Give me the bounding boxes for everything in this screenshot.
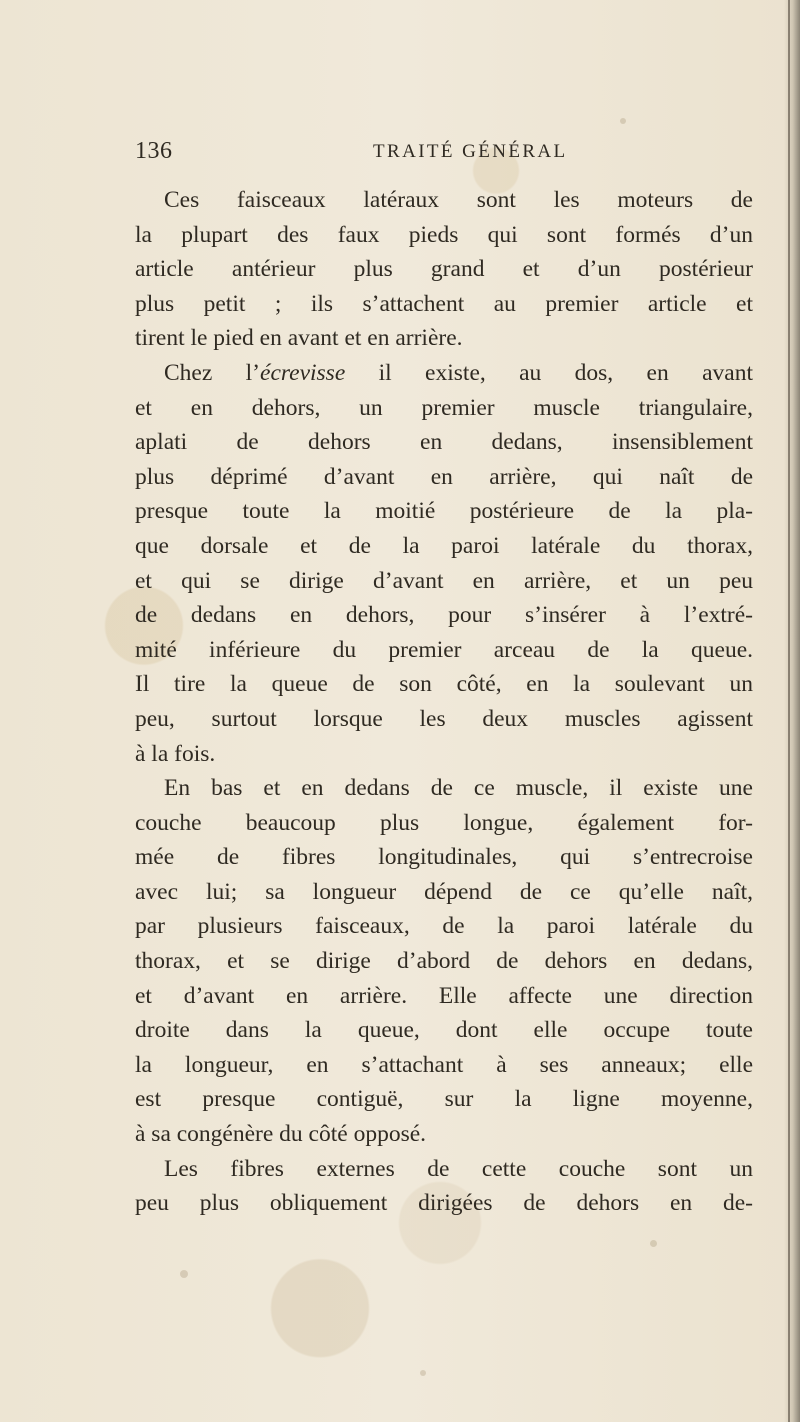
text-line: presque toute la moitié postérieure de la pla- (135, 498, 753, 525)
running-head: TRAITÉ GÉNÉRAL (373, 141, 568, 162)
foxing-spot (420, 1370, 426, 1376)
text-line: plus petit ; ils s’attachent au premier article et (135, 290, 753, 317)
text-line (135, 356, 753, 391)
text-line: En bas et en dedans de ce muscle, il existe une (164, 775, 753, 802)
text-line: thorax, et se dirige d’abord de dehors en dedans, (135, 948, 753, 975)
text-run: il existe, au dos, en avant (345, 359, 753, 386)
text-line: mité inférieure du premier arceau de la queue. (135, 636, 753, 663)
text-run: Chez l’ (164, 359, 261, 386)
text-line: à sa congénère du côté opposé. (135, 1121, 427, 1148)
text-line: et en dehors, un premier muscle triangulaire, (135, 394, 753, 421)
text-line: de dedans en dehors, pour s’insérer à l’extré- (135, 602, 753, 629)
text-line: aplati de dehors en dedans, insensiblement (135, 429, 753, 456)
text-line: Les fibres externes de cette couche sont un (164, 1155, 753, 1182)
text-line: la plupart des faux pieds qui sont formés d’un (135, 221, 753, 248)
page-number: 136 (135, 138, 173, 164)
foxing-spot (650, 1240, 657, 1247)
text-line: article antérieur plus grand et d’un postérieur (135, 256, 753, 283)
text-line: Ces faisceaux latéraux sont les moteurs de (164, 187, 753, 213)
text-line: mée de fibres longitudinales, qui s’entrecroise (135, 844, 753, 871)
text-line: droite dans la queue, dont elle occupe toute (135, 1017, 753, 1044)
text-line: et d’avant en arrière. Elle affecte une direction (135, 982, 753, 1009)
foxing-spot (620, 118, 626, 124)
text-line: plus déprimé d’avant en arrière, qui naît de (135, 463, 753, 490)
text-line: avec lui; sa longueur dépend de ce qu’elle naît, (135, 878, 753, 905)
text-line: et qui se dirige d’avant en arrière, et un peu (135, 567, 753, 594)
foxing-spot (180, 1270, 188, 1278)
page-edge-line (788, 0, 790, 1422)
text-line: à la fois. (135, 740, 216, 767)
text-line: tirent le pied en avant et en arrière. (135, 325, 463, 352)
text-line: peu, surtout lorsque les deux muscles agissent (135, 705, 753, 732)
page-edge-shadow (784, 0, 800, 1422)
text-line: par plusieurs faisceaux, de la paroi latérale du (135, 913, 753, 940)
body-text (135, 183, 753, 1221)
text-line: peu plus obliquement dirigées de dehors en de- (135, 1190, 753, 1217)
text-line: que dorsale et de la paroi latérale du thorax, (135, 532, 753, 559)
text-line: est presque contiguë, sur la ligne moyenne, (135, 1086, 753, 1113)
page-header (135, 138, 775, 168)
species-name: écrevisse (260, 359, 346, 386)
text-line: Il tire la queue de son côté, en la soulevant un (135, 671, 753, 698)
text-line: la longueur, en s’attachant à ses anneaux; elle (135, 1051, 753, 1078)
text-line: couche beaucoup plus longue, également for- (135, 809, 753, 836)
